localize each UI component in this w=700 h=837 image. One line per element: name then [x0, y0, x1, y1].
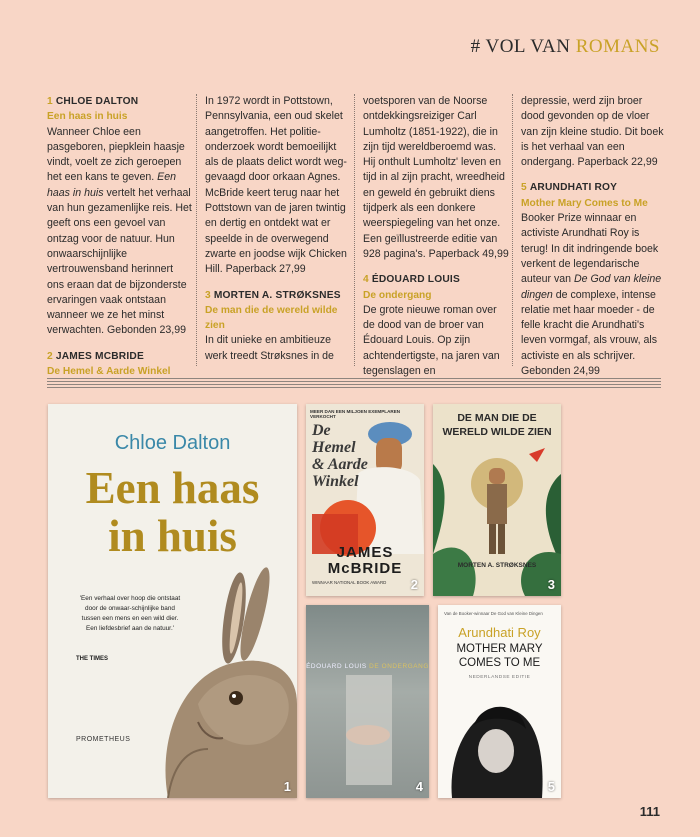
header-prefix: # VOL VAN	[470, 36, 576, 57]
cover-2-author-line1: JAMES	[336, 544, 394, 561]
entry-2-title: De Hemel & Aarde Winkel	[47, 366, 171, 378]
decorative-rules	[47, 378, 661, 390]
text-column-4	[521, 94, 667, 379]
cover-5-banner: Van de Booker-winnaar De God van Kleine Dingen	[444, 611, 543, 616]
entry-5-text-b: de complexe, intense relatie met haar moeder - de felle kracht die Arundhati's leven vormgaf, als vrouw, als activiste en als schrijver. Gebonden 24,99	[521, 288, 658, 378]
entry-5-author: ARUNDHATI ROY	[529, 182, 618, 194]
entry-5-title: Mother Mary Comes to Me	[521, 197, 648, 209]
entry-2-number: 2	[47, 350, 53, 362]
entry-4-number: 4	[363, 274, 369, 286]
text-column-1	[47, 94, 193, 379]
entry-3-title: De man die de wereld wilde zien	[205, 304, 338, 332]
entry-1-body	[47, 125, 193, 339]
cover-1-publisher: PROMETHEUS	[76, 736, 131, 743]
cover-3-author: MORTEN A. STRØKSNES	[457, 562, 537, 569]
entry-1-text-a: Wanneer Chloe een pasgeboren, piepklein haasje vindt, voelt ze zich geroepen het een kans te geven.	[47, 125, 185, 184]
cover-3-title-line1: DE MAN DIE DE	[457, 412, 537, 424]
cover-2-award: WINNAAR NATIONAL BOOK AWARD	[312, 580, 387, 585]
cover-1-title-line1: Een haas	[85, 463, 260, 513]
text-column-2	[205, 94, 351, 364]
entry-1-text-italic: Een haas in huis	[47, 171, 177, 199]
cover-5-subtitle: NEDERLANDSE EDITIE	[468, 675, 531, 680]
cover-1-quote: 'Een verhaal over hoop die ontstaat door de onwaar-schijnlijke band tussen een mens en een wild dier. Een liefdesbrief aan de natuur.'	[79, 595, 181, 632]
cover-2-title	[312, 422, 368, 490]
cover-4-author: ÉDOUARD LOUIS	[306, 663, 367, 670]
cover-5-number: 5	[547, 779, 555, 794]
cover-4-title: DE ONDERGANG	[369, 663, 429, 670]
book-cover-2	[306, 404, 424, 596]
column-divider	[512, 94, 514, 366]
entry-4-body-start: De grote nieuwe roman over de dood van de broer van Édouard Louis. Op zijn achtendertigste, na jaren van tegenslagen en	[363, 303, 500, 378]
entry-2-body: In 1972 wordt in Pottstown, Pennsylvania, een oud skelet aangetroffen. Het politie-onderzoek wordt bemoeilijkt als de plaats delict wordt weg-gevaagd door orkaan Agnes. McBride keert terug naar het Pottstown van de jaren twintig en dertig en ontdekt wat er speelde in de overwegend zwarte en joodse wijk Chicken Hill. Paperback 27,99	[205, 95, 347, 276]
cover-4-number: 4	[415, 779, 423, 794]
cover-4-text	[306, 663, 429, 670]
entry-2-author: JAMES MCBRIDE	[55, 350, 144, 362]
entry-2-heading	[47, 349, 193, 364]
entry-3-body-start: In dit unieke en ambitieuze werk treedt Strøksnes in de	[205, 334, 334, 362]
cover-3-title-line2: WERELD WILDE ZIEN	[442, 426, 552, 438]
entry-5-text-italic: De God van kleine dingen	[521, 273, 662, 301]
column-divider	[354, 94, 356, 366]
cover-2-title-line2: Hemel	[312, 439, 356, 456]
entry-1-heading	[47, 94, 193, 109]
book-cover-5	[438, 605, 561, 798]
cover-2-title-line4: Winkel	[312, 473, 359, 490]
entry-4-author: ÉDOUARD LOUIS	[371, 274, 460, 286]
cover-1-number: 1	[283, 779, 291, 794]
cover-3-number: 3	[547, 577, 555, 592]
section-header	[471, 36, 660, 58]
entry-1-title: Een haas in huis	[47, 111, 128, 123]
book-cover-1	[48, 404, 297, 798]
book-cover-4	[306, 605, 429, 798]
entry-4-title: De ondergang	[363, 289, 432, 301]
cover-1-author: Chloe Dalton	[114, 432, 231, 454]
entry-1-number: 1	[47, 96, 53, 107]
entry-5-text-a: Booker Prize winnaar en activiste Arundhati Roy is terug! In dit indringende boek verkent de legendarische auteur van	[521, 212, 659, 286]
cover-2-title-line3: & Aarde	[312, 456, 368, 473]
cover-1-title-line2: in huis	[108, 511, 237, 561]
entry-5-number: 5	[521, 182, 527, 194]
cover-5-author: Arundhati Roy	[458, 625, 541, 640]
entry-3-heading	[205, 288, 351, 303]
entry-3-author: MORTEN A. STRØKSNES	[213, 289, 341, 301]
text-column-3	[363, 94, 509, 379]
book-cover-3	[433, 404, 561, 596]
entry-1-author: CHLOE DALTON	[55, 96, 139, 107]
cover-1-quote-source: THE TIMES	[76, 656, 109, 662]
entry-3-body: voetsporen van de Noorse ontdekkingsreiziger Carl Lumholtz (1851-1922), die in zijn tijd wereldberoemd was. Hij onthult Lumholtz' leven en tijd in al zijn pracht, wreedheid en geweld én gebruikt diens tijdperk als een donkere weerspiegeling van het onze. Een geïllustreerde editie van 928 pagina's. Paperback 49,99	[363, 95, 509, 260]
column-divider	[196, 94, 198, 366]
cover-2-number: 2	[410, 577, 418, 592]
cover-5-title-line1: MOTHER MARY	[456, 643, 543, 655]
entry-5-heading	[521, 180, 667, 195]
page-number: 111	[639, 804, 660, 819]
cover-5-title-line2: COMES TO ME	[458, 657, 541, 669]
cover-2-author-line2: McBRIDE	[327, 560, 403, 577]
entry-4-heading	[363, 272, 509, 287]
cover-2-banner: MEER DAN EEN MILJOEN EXEMPLAREN VERKOCHT	[310, 409, 401, 419]
hands-photo	[306, 605, 429, 798]
entry-3-number: 3	[205, 289, 211, 301]
cover-2-title-line1: De	[312, 422, 331, 439]
entry-1-text-b: vertelt het verhaal van hun gezamenlijke reis. Het geeft ons een gevoel van ontzag voor de natuur. Hun onwaarschijnlijke vertrouwensband herinnert ons eraan dat de bijzonderste ervaringen vaak ontstaan wanneer we ze het minst verwachten. Gebonden 23,99	[47, 186, 192, 337]
entry-4-body: depressie, werd zijn broer dood gevonden op de vloer van zijn kleine studio. Dit boek is het verhaal van een ondergang. Paperback 22,99	[521, 95, 664, 169]
entry-5-body	[521, 211, 667, 379]
header-accent: ROMANS	[575, 36, 660, 57]
